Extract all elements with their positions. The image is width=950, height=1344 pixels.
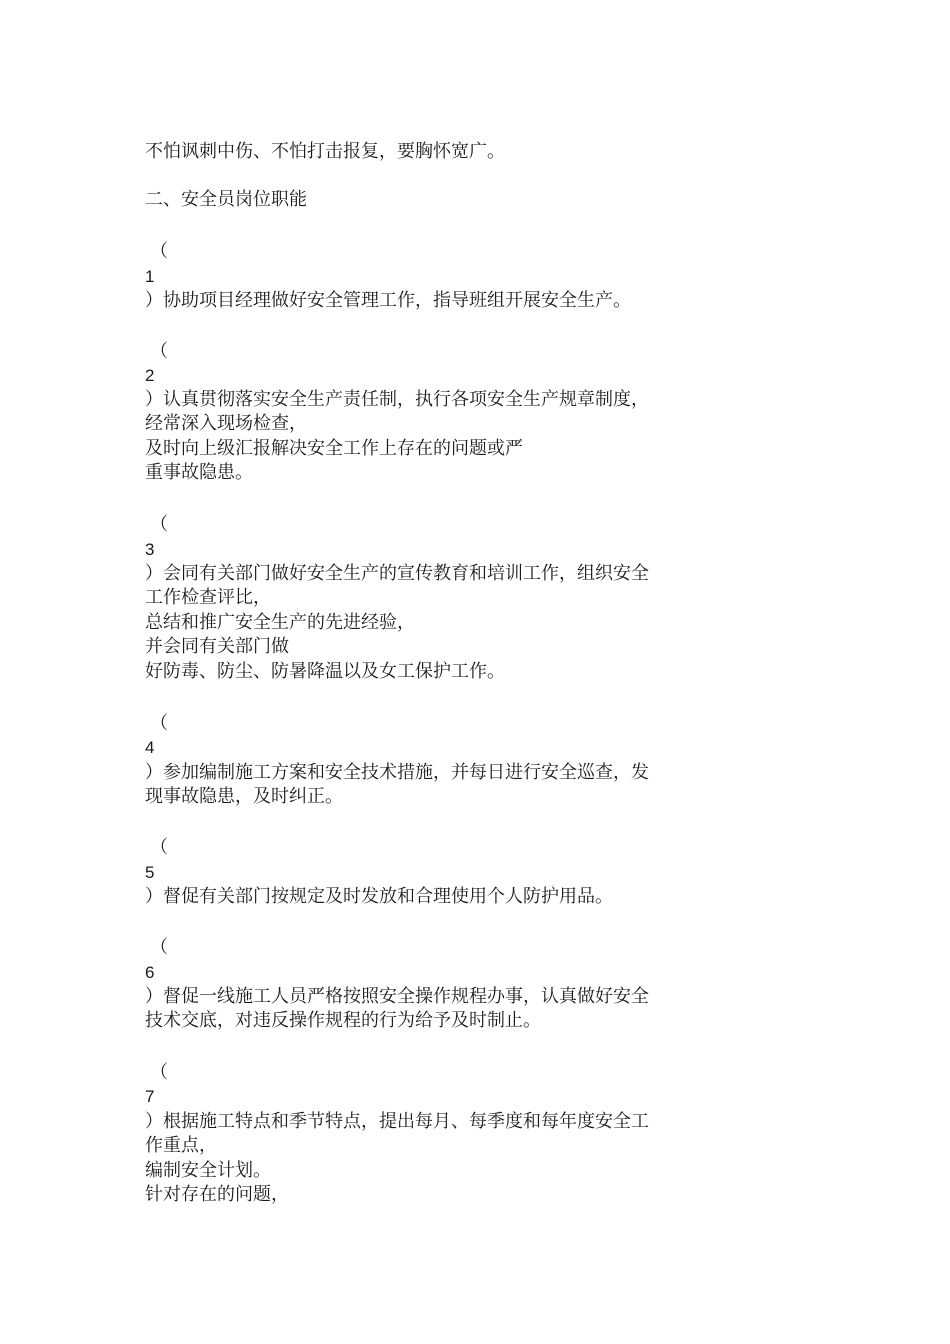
item-2-number: 2 [145, 366, 155, 385]
item-2-line-1: ）认真贯彻落实安全生产责任制，执行各项安全生产规章制度， [145, 389, 649, 410]
item-7-line-2: 作重点， [145, 1135, 217, 1156]
item-7-line-1: ）根据施工特点和季节特点，提出每月、每季度和每年度安全工 [145, 1111, 649, 1132]
item-2-line-3: 及时向上级汇报解决安全工作上存在的问题或严 [145, 438, 523, 459]
item-3-line-2: 工作检查评比， [145, 587, 271, 608]
item-3-number: 3 [145, 540, 155, 559]
section-heading: 二、安全员岗位职能 [145, 189, 307, 210]
item-7-line-3: 编制安全计划。 [145, 1160, 271, 1181]
item-4-line-2: 现事故隐患，及时纠正。 [145, 786, 343, 807]
item-2-line-2: 经常深入现场检查， [145, 413, 307, 434]
item-4-number: 4 [145, 738, 155, 757]
item-7-number: 7 [145, 1087, 155, 1106]
item-5-open-paren: （ [150, 837, 168, 858]
item-3-line-4: 并会同有关部门做 [145, 636, 289, 657]
item-4-open-paren: （ [150, 713, 168, 734]
item-6-line-1: ）督促一线施工人员严格按照安全操作规程办事，认真做好安全 [145, 986, 649, 1007]
item-6-number: 6 [145, 963, 155, 982]
item-7-line-4: 针对存在的问题， [145, 1184, 289, 1205]
item-6-line-2: 技术交底，对违反操作规程的行为给予及时制止。 [145, 1010, 541, 1031]
item-3-open-paren: （ [150, 514, 168, 535]
item-4-line-1: ）参加编制施工方案和安全技术措施，并每日进行安全巡查，发 [145, 762, 649, 783]
item-5-number: 5 [145, 863, 155, 882]
item-3-line-5: 好防毒、防尘、防暑降温以及女工保护工作。 [145, 661, 505, 682]
item-7-open-paren: （ [150, 1062, 168, 1083]
item-1-line-1: ）协助项目经理做好安全管理工作，指导班组开展安全生产。 [145, 290, 631, 311]
item-6-open-paren: （ [150, 937, 168, 958]
item-3-line-3: 总结和推广安全生产的先进经验， [145, 612, 415, 633]
item-2-line-4: 重事故隐患。 [145, 462, 253, 483]
item-3-line-1: ）会同有关部门做好安全生产的宣传教育和培训工作，组织安全 [145, 563, 649, 584]
item-2-open-paren: （ [150, 341, 168, 362]
intro-line: 不怕讽刺中伤、不怕打击报复，要胸怀宽广。 [145, 141, 505, 162]
item-5-line-1: ）督促有关部门按规定及时发放和合理使用个人防护用品。 [145, 886, 613, 907]
item-1-open-paren: （ [150, 241, 168, 262]
item-1-number: 1 [145, 267, 155, 286]
